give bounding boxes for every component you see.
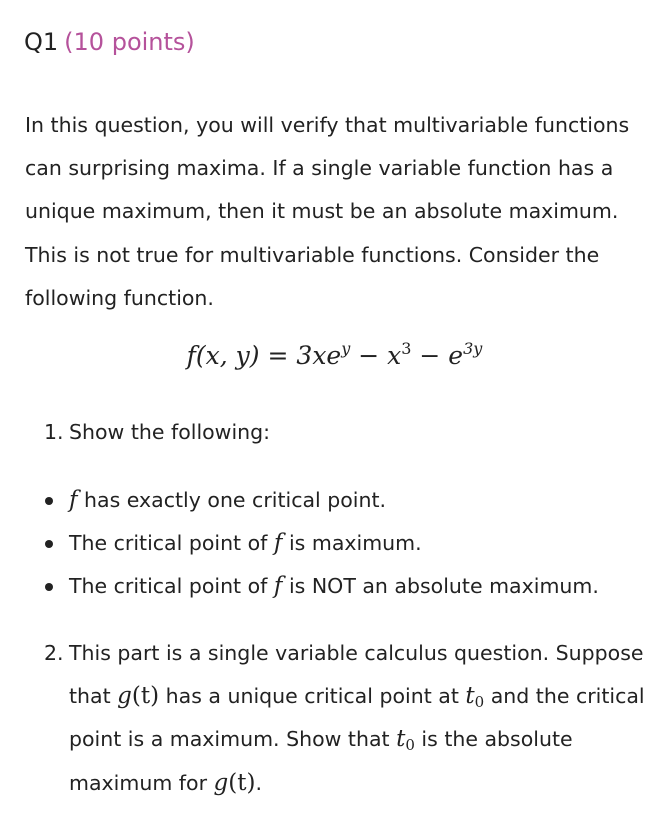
part-1-number: 1. — [44, 420, 64, 444]
equation-minus-2: − — [419, 341, 441, 370]
intro-paragraph: In this question, you will verify that multivariable functions can surprising maxima. If a single variable function has a unique maximum, then it must be an absolute maximum. This is not true for multivariable functions. Consider the following function. — [25, 113, 630, 310]
equation-lhs: f(x, y) — [186, 341, 260, 370]
bullet-text: is maximum. — [288, 531, 422, 556]
part-2-text-a: This part is a single variable calculus question. Suppose that — [69, 641, 644, 709]
equation-equals: = — [267, 341, 289, 370]
math-t-symbol: t — [396, 726, 406, 753]
bullet-dot — [45, 583, 53, 591]
math-g — [214, 770, 256, 796]
bullet-item — [44, 565, 664, 608]
part-2-text — [69, 632, 649, 805]
math-g-argument: (t) — [228, 769, 256, 796]
equation-term-2: x — [387, 341, 402, 370]
bullet-prefix: The critical point of — [69, 531, 268, 556]
part-2-text-d: is the absolute maximum for — [69, 727, 573, 795]
math-t0 — [396, 726, 415, 755]
math-g — [117, 683, 159, 709]
bullet-dot — [45, 540, 53, 548]
bullet-math-f: f — [273, 573, 283, 600]
bullet-math-f: f — [273, 530, 283, 557]
function-equation — [0, 336, 669, 376]
part-1-bullet-list — [44, 479, 664, 609]
equation-term-1-exponent: y — [341, 339, 351, 358]
equation-term-1: 3xe — [296, 341, 342, 370]
question-heading — [24, 26, 195, 58]
part-2-text-c: and the critical point is a maximum. Show that — [69, 684, 645, 752]
math-g-argument: (t) — [131, 683, 160, 710]
part-2-text-b: has a unique critical point at — [165, 684, 459, 709]
bullet-prefix: The critical point of — [69, 574, 268, 599]
equation-term-3-exponent: 3y — [463, 339, 483, 358]
math-t-symbol: t — [465, 683, 475, 710]
bullet-dot — [45, 497, 53, 505]
question-label: Q1 — [24, 28, 59, 56]
bullet-item — [44, 479, 664, 522]
math-t-subscript: 0 — [405, 736, 415, 755]
bullet-text: has exactly one critical point. — [84, 488, 387, 512]
equation-minus-1: − — [358, 341, 380, 370]
bullet-item — [44, 522, 664, 565]
part-1-text: Show the following: — [69, 420, 271, 444]
math-g-symbol: g — [117, 683, 132, 710]
math-t-subscript: 0 — [474, 693, 485, 712]
bullet-text: is NOT an absolute maximum. — [288, 574, 599, 599]
math-g-symbol: g — [213, 769, 229, 796]
equation-term-3: e — [448, 341, 464, 370]
equation-term-2-exponent: 3 — [401, 339, 412, 358]
part-2-text-e: . — [255, 770, 262, 795]
bullet-math-f: f — [69, 487, 78, 513]
part-2-number: 2. — [44, 641, 64, 665]
question-points: (10 points) — [64, 28, 195, 56]
math-t0 — [465, 683, 485, 712]
